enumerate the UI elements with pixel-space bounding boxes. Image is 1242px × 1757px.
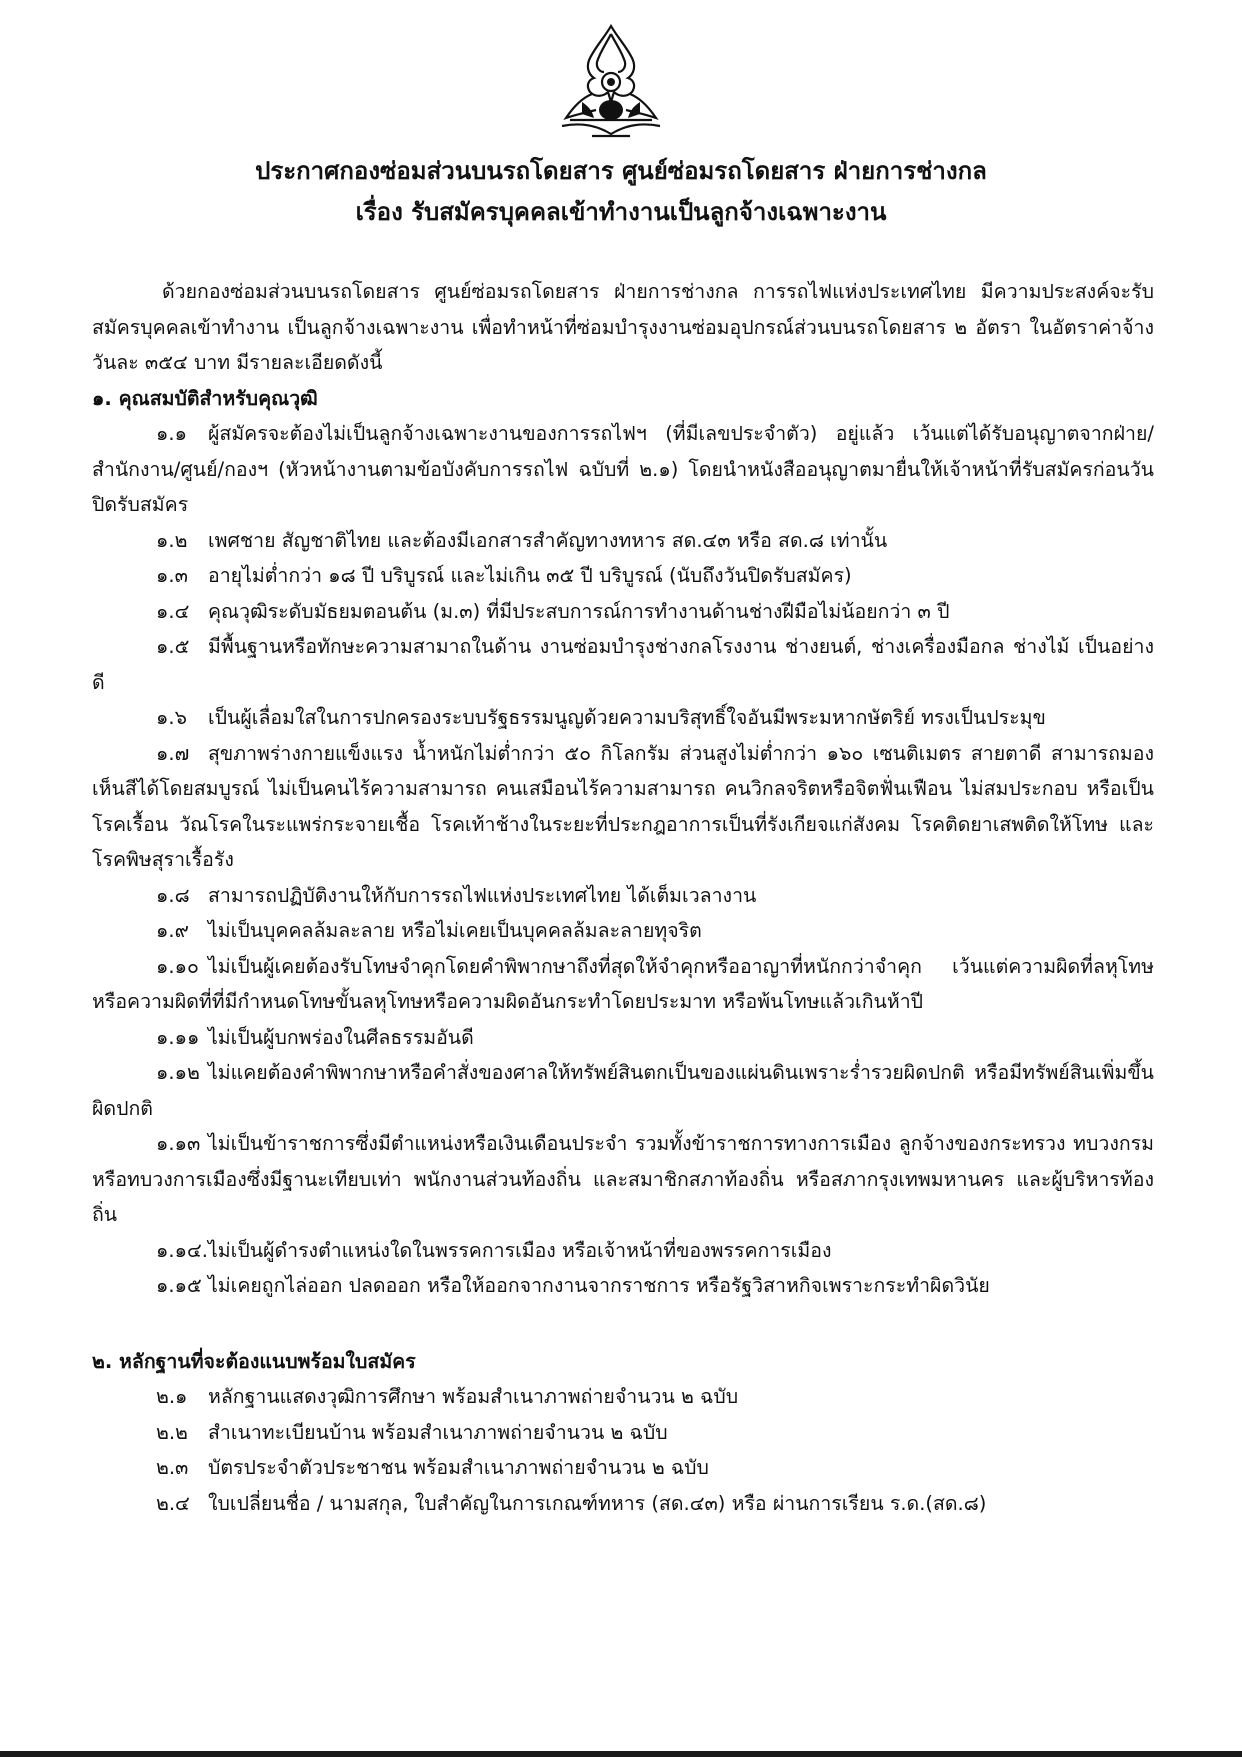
item-text: สุขภาพร่างกายแข็งแรง น้ำหนักไม่ต่ำกว่า ๕๐ กิโลกรัม ส่วนสูงไม่ต่ำกว่า ๑๖๐ เซนติเมตร สายตาดี สามารถมองเห็นสีได้โดยสมบูรณ์ ไม่เป็นคนไร้ความสามารถ คนเสมือนไร้ความสามารถ คนวิกลจริตหรือจิตฟั่นเฟือน ไม่สมประกอบ หรือเป็นโรคเรื้อน วัณโรคในระแพร่กระจายเชื้อ โรคเท้าช้างในระยะที่ประกฎอาการเป็นที่รังเกียจแก่สังคม โรคติดยาเสพติดให้โทษ และโรคพิษสุราเรื้อรัง	[92, 741, 1154, 871]
item-text: เป็นผู้เลื่อมใสในการปกครองระบบรัฐธรรมนูญด้วยความบริสุทธิ์ใจอันมีพระมหากษัตริย์ ทรงเป็นประมุข	[208, 706, 1046, 729]
item-text: ผู้สมัครจะต้องไม่เป็นลูกจ้างเฉพาะงานของการรถไฟฯ (ที่มีเลขประจำตัว) อยู่แล้ว เว้นแต่ได้รับอนุญาตจากฝ่าย/สำนักงาน/ศูนย์/กองฯ (หัวหน้างานตามข้อบังคับการรถไฟ ฉบับที่ ๒.๑) โดยนำหนังสืออนุญาตมายื่นให้เจ้าหน้าที่รับสมัครก่อนวันปิดรับสมัคร	[92, 422, 1154, 516]
item-number: ๑.๑	[156, 422, 187, 445]
list-item	[92, 558, 1154, 594]
item-text: หลักฐานแสดงวุฒิการศึกษา พร้อมสำเนาภาพถ่ายจำนวน ๒ ฉบับ	[208, 1385, 739, 1408]
list-item	[92, 1055, 1154, 1126]
list-item	[92, 594, 1154, 630]
document-title: ประกาศกองซ่อมส่วนบนรถโดยสาร ศูนย์ซ่อมรถโดยสาร ฝ่ายการช่างกล	[255, 157, 987, 185]
item-text: ไม่แคยต้องคำพิพากษาหรือคำสั่งของศาลให้ทรัพย์สินตกเป็นของแผ่นดินเพราะร่ำรวยผิดปกติ หรือมีทรัพย์สินเพิ่มขึ้นผิดปกติ	[92, 1061, 1154, 1120]
item-text: อายุไม่ต่ำกว่า ๑๘ ปี บริบูรณ์ และไม่เกิน ๓๕ ปี บริบูรณ์ (นับถึงวันปิดรับสมัคร)	[208, 564, 852, 587]
item-number: ๑.๗	[156, 741, 190, 765]
item-number: ๑.๘	[156, 883, 190, 907]
list-item	[92, 700, 1154, 736]
item-number: ๑.๑๔.	[156, 1238, 208, 1262]
list-item	[92, 913, 1154, 949]
list-item	[92, 1379, 1154, 1415]
item-text: ใบเปลี่ยนชื่อ / นามสกุล, ใบสำคัญในการเกณฑ์ทหาร (สด.๔๓) หรือ ผ่านการเรียน ร.ด.(สด.๘)	[208, 1491, 987, 1515]
document-subject: เรื่อง รับสมัครบุคคลเข้าทำงานเป็นลูกจ้างเฉพาะงาน	[355, 198, 887, 226]
item-number: ๒.๒	[156, 1420, 188, 1444]
section-spacer	[92, 1304, 1154, 1344]
list-item	[92, 949, 1154, 1020]
list-item	[92, 523, 1154, 559]
item-number: ๒.๓	[156, 1456, 189, 1479]
page-bottom-border	[0, 1751, 1242, 1757]
list-item	[92, 1233, 1154, 1269]
list-item	[92, 416, 1154, 523]
item-number: ๑.๑๓	[156, 1132, 201, 1155]
list-item	[92, 629, 1154, 700]
item-number: ๑.๑๕	[156, 1274, 202, 1297]
section-heading: ๑. คุณสมบัติสำหรับคุณวุฒิ	[92, 386, 318, 410]
item-text: ไม่เป็นผู้เคยต้องรับโทษจำคุกโดยคำพิพากษาถึงที่สุดให้จำคุกหรืออาญาที่หนักกว่าจำคุก เว้นแต่ความผิดที่ลหุโทษหรือความผิดที่ที่มีกำหนดโทษขั้นลหุโทษหรือความผิดอันกระทำโดยประมาท หรือพ้นโทษแล้วเกินห้าปี	[92, 954, 1154, 1013]
item-text: เพศชาย สัญชาติไทย และต้องมีเอกสารสำคัญทางทหาร สด.๔๓ หรือ สด.๘ เท่านั้น	[208, 528, 888, 552]
item-number: ๑.๖	[156, 706, 187, 729]
item-number: ๑.๒	[156, 528, 188, 552]
item-text: คุณวุฒิระดับมัธยมตอนต้น (ม.๓) ที่มีประสบการณ์การทำงานด้านช่างฝีมือไม่น้อยกว่า ๓ ปี	[208, 599, 950, 623]
list-item	[92, 1450, 1154, 1486]
item-text: ไม่เป็นผู้บกพร่องในศีลธรรมอันดี	[208, 1025, 474, 1049]
item-number: ๒.๔	[156, 1491, 190, 1515]
item-number: ๑.๑๒	[156, 1061, 200, 1084]
list-item	[92, 878, 1154, 914]
list-item	[92, 736, 1154, 878]
item-text: บัตรประจำตัวประชาชน พร้อมสำเนาภาพถ่ายจำนวน ๒ ฉบับ	[208, 1456, 709, 1479]
item-text: สามารถปฏิบัติงานให้กับการรถไฟแห่งประเทศไทย ได้เต็มเวลางาน	[208, 883, 757, 907]
item-number: ๑.๔	[156, 599, 190, 623]
item-text: สำเนาทะเบียนบ้าน พร้อมสำเนาภาพถ่ายจำนวน ๒ ฉบับ	[208, 1420, 668, 1444]
item-number: ๑.๙	[156, 919, 189, 942]
document-body	[92, 274, 1154, 1521]
list-item	[92, 1126, 1154, 1233]
item-number: ๑.๑๐	[156, 954, 199, 978]
list-item	[92, 1486, 1154, 1522]
item-number: ๑.๑๑	[156, 1025, 200, 1049]
intro-paragraph: ด้วยกองซ่อมส่วนบนรถโดยสาร ศูนย์ซ่อมรถโดยสาร ฝ่ายการช่างกล การรถไฟแห่งประเทศไทย มีความประสงค์จะรับสมัครบุคคลเข้าทำงาน เป็นลูกจ้างเฉพาะงาน เพื่อทำหน้าที่ซ่อมบำรุงงานซ่อมอุปกรณ์ส่วนบนรถโดยสาร ๒ อัตรา ในอัตราค่าจ้างวันละ ๓๕๔ บาท มีรายละเอียดดังนี้	[92, 280, 1154, 374]
item-number: ๑.๓	[156, 564, 188, 587]
item-number: ๒.๑	[156, 1385, 188, 1408]
item-number: ๑.๕	[156, 635, 190, 658]
list-item	[92, 1415, 1154, 1451]
list-item	[92, 1268, 1154, 1304]
item-text: ไม่เคยถูกไล่ออก ปลดออก หรือให้ออกจากงานจากราชการ หรือรัฐวิสาหกิจเพราะกระทำผิดวินัย	[208, 1274, 990, 1297]
item-text: ไม่เป็นผู้ดำรงตำแหน่งใดในพรรคการเมือง หรือเจ้าหน้าที่ของพรรคการเมือง	[208, 1238, 832, 1262]
railway-emblem-icon	[552, 22, 670, 144]
item-text: มีพื้นฐานหรือทักษะความสามาถในด้าน งานซ่อมบำรุงช่างกลโรงงาน ช่างยนต์, ช่างเครื่องมือกล ช่างไม้ เป็นอย่างดี	[92, 635, 1154, 694]
item-text: ไม่เป็นบุคคลล้มละลาย หรือไม่เคยเป็นบุคคลล้มละลายทุจริต	[208, 919, 702, 942]
list-item	[92, 1020, 1154, 1056]
item-text: ไม่เป็นข้าราชการซึ่งมีตำแหน่งหรือเงินเดือนประจำ รวมทั้งข้าราชการทางการเมือง ลูกจ้างของกระทรวง ทบวงกรม หรือทบวงการเมืองซึ่งมีฐานะเทียบเท่า พนักงานส่วนท้องถิ่น และสมาชิกสภาท้องถิ่น หรือสภากรุงเทพมหานคร และผู้บริหารท้องถิ่น	[92, 1132, 1154, 1226]
section-heading: ๒. หลักฐานที่จะต้องแนบพร้อมใบสมัคร	[92, 1349, 416, 1373]
